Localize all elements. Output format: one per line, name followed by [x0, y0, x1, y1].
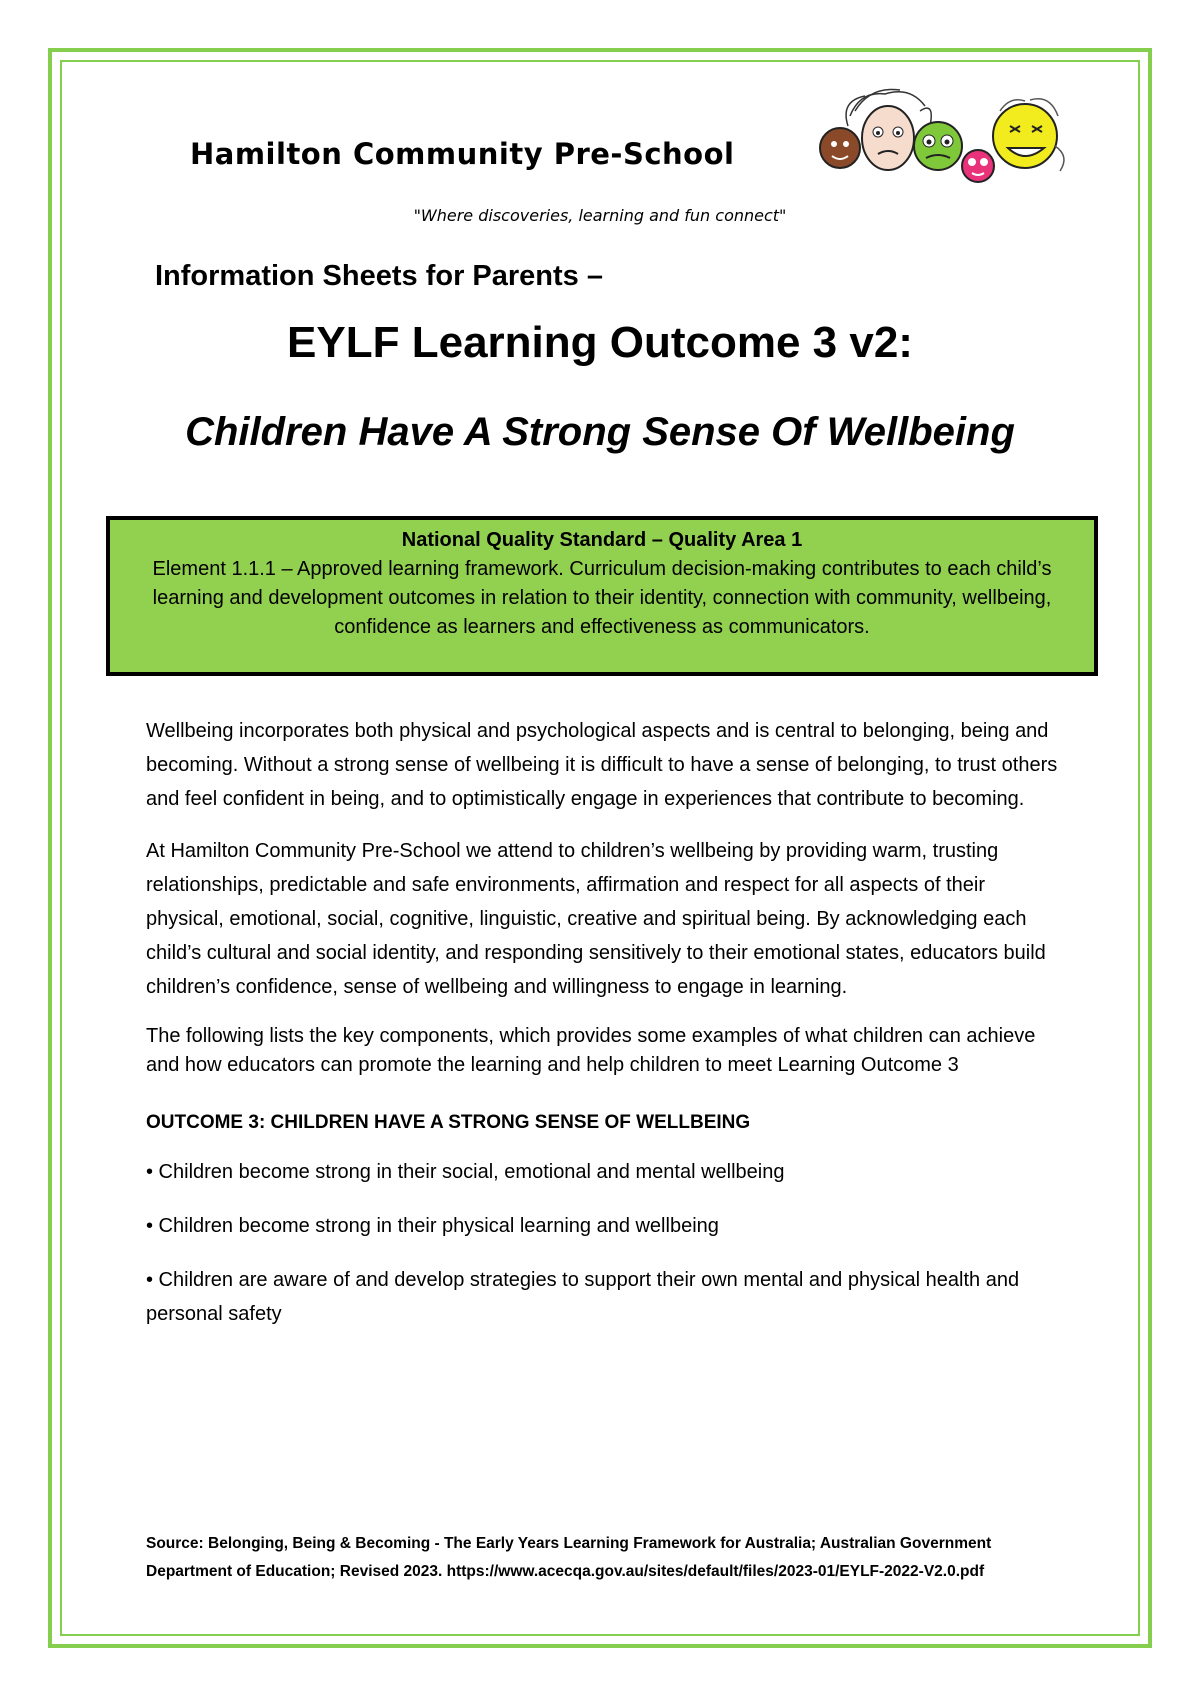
- main-title: EYLF Learning Outcome 3 v2:: [287, 318, 913, 367]
- nqs-text: Element 1.1.1 – Approved learning framework. Curriculum decision-making contributes to each child’s learning and development outcomes in relation to their identity, connection with community, wellbeing, confidence as learners and effectiveness as communicators.: [152, 558, 1052, 638]
- paragraph-preschool-approach: At Hamilton Community Pre-School we attend to children’s wellbeing by providing warm, trusting relationships, predictable and safe environments, affirmation and respect for all aspects of their physical, emotional, social, cognitive, linguistic, creative and spiritual being. By acknowledging each child’s cultural and social identity, and responding sensitively to their emotional states, educators build children’s confidence, sense of wellbeing and willingness to engage in learning.: [146, 840, 1046, 998]
- nqs-title: National Quality Standard – Quality Area 1: [401, 529, 803, 551]
- sub-title: Children Have A Strong Sense Of Wellbeing: [185, 410, 1015, 454]
- school-motto: "Where discoveries, learning and fun connect": [413, 206, 787, 225]
- bullet-item: • Children are aware of and develop strategies to support their own mental and physical health and personal safety: [146, 1269, 1020, 1325]
- bullet-item: • Children become strong in their physical learning and wellbeing: [146, 1215, 719, 1237]
- body-content: [146, 714, 1066, 1351]
- outcome-heading: OUTCOME 3: CHILDREN HAVE A STRONG SENSE OF WELLBEING: [146, 1112, 751, 1133]
- children-faces-logo: [810, 86, 1090, 196]
- source-citation: Source: Belonging, Being & Becoming - The Early Years Learning Framework for Australia; Australian Government Department of Education; Revised 2023. https://www.acecqa.gov.au/sites/default/files/2023-01/EYLF-2022-V2.0.pdf: [146, 1535, 992, 1580]
- nqs-box: [106, 516, 1098, 676]
- school-name: Hamilton Community Pre-School: [190, 137, 735, 171]
- paragraph-key-components: The following lists the key components, which provides some examples of what children can achieve and how educators can promote the learning and help children to meet Learning Outcome 3: [146, 1025, 1036, 1076]
- paragraph-wellbeing-intro: Wellbeing incorporates both physical and psychological aspects and is central to belonging, being and becoming. Without a strong sense of wellbeing it is difficult to have a sense of belonging, to trust others and feel confident in being, and to optimistically engage in experiences that contribute to becoming.: [146, 720, 1058, 810]
- sheets-heading: Information Sheets for Parents –: [155, 260, 603, 292]
- bullet-item: • Children become strong in their social, emotional and mental wellbeing: [146, 1161, 785, 1183]
